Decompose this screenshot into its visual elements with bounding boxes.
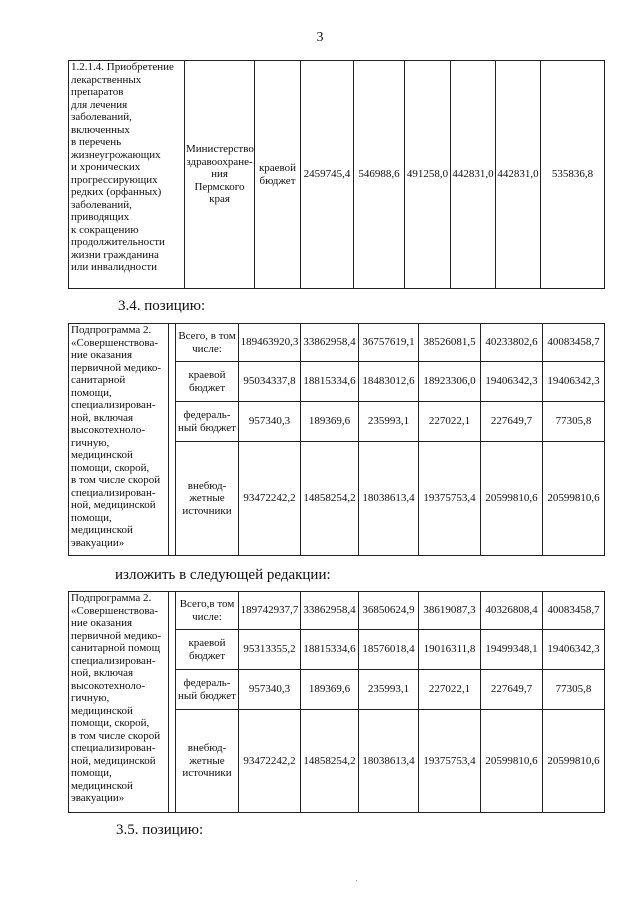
value-cell: 36757619,1: [359, 324, 419, 362]
value-cell: 189463920,3: [239, 324, 301, 362]
value-cell: 33862958,4: [301, 324, 359, 362]
page-number: 3: [316, 30, 324, 45]
value-cell: 19406342,3: [481, 362, 543, 402]
value-cell: 40326808,4: [481, 592, 543, 630]
value-cell: 95313355,2: [239, 630, 301, 670]
value-cell: 95034337,8: [239, 362, 301, 402]
value-cell: 20599810,6: [481, 710, 543, 813]
source-cell: краевой бюджет: [255, 61, 301, 289]
value-cell: 546988,6: [354, 61, 405, 289]
value-cell: 14858254,2: [301, 710, 359, 813]
value-cell: 227022,1: [419, 670, 481, 710]
value-cell: 18923306,0: [419, 362, 481, 402]
value-cell: 19406342,3: [543, 362, 605, 402]
value-cell: 227022,1: [419, 402, 481, 442]
value-cell: 19406342,3: [543, 630, 605, 670]
measure-name: 1.2.1.4. Приобретение лекарственных препаратов для лечения заболеваний, включенных в перечень жизнеугрожающих и хронических прогрессирующих редких (орфанных) заболеваний, приводящих к сокращению продолжительности жизни гражданина или инвалидности: [69, 61, 185, 289]
value-cell: 2459745,4: [301, 61, 354, 289]
value-cell: 957340,3: [239, 402, 301, 442]
value-cell: 491258,0: [405, 61, 451, 289]
value-cell: 18815334,6: [301, 630, 359, 670]
value-cell: 36850624,9: [359, 592, 419, 630]
value-cell: 189369,6: [301, 402, 359, 442]
value-cell: 235993,1: [359, 670, 419, 710]
value-cell: 40233802,6: [481, 324, 543, 362]
row-label: Всего, в том числе:: [176, 324, 239, 362]
value-cell: 20599810,6: [543, 442, 605, 556]
value-cell: 38526081,5: [419, 324, 481, 362]
value-cell: 189369,6: [301, 670, 359, 710]
value-cell: 189742937,7: [239, 592, 301, 630]
value-cell: 93472242,2: [239, 710, 301, 813]
value-cell: 442831,0: [496, 61, 541, 289]
value-cell: 77305,8: [543, 402, 605, 442]
heading-3-4: 3.4. позицию:: [118, 298, 206, 314]
heading-edit: изложить в следующей редакции:: [115, 567, 331, 583]
value-cell: 18038613,4: [359, 710, 419, 813]
value-cell: 227649,7: [481, 670, 543, 710]
table-subprogram-2-new: [68, 591, 605, 813]
value-cell: 19016311,8: [419, 630, 481, 670]
value-cell: 40083458,7: [543, 592, 605, 630]
table-1-4: [68, 60, 605, 289]
value-cell: 18815334,6: [301, 362, 359, 402]
value-cell: 40083458,7: [543, 324, 605, 362]
empty-column: [169, 592, 176, 813]
value-cell: 19375753,4: [419, 710, 481, 813]
value-cell: 227649,7: [481, 402, 543, 442]
heading-3-5: 3.5. позицию:: [116, 822, 204, 838]
value-cell: 33862958,4: [301, 592, 359, 630]
row-label: федераль-ный бюджет: [176, 402, 239, 442]
value-cell: 235993,1: [359, 402, 419, 442]
value-cell: 442831,0: [451, 61, 496, 289]
value-cell: 20599810,6: [543, 710, 605, 813]
row-label: Всего,в том числе:: [176, 592, 239, 630]
value-cell: 38619087,3: [419, 592, 481, 630]
row-label: федераль-ный бюджет: [176, 670, 239, 710]
scan-speck: [356, 880, 357, 881]
value-cell: 93472242,2: [239, 442, 301, 556]
value-cell: 535836,8: [541, 61, 605, 289]
row-label: краевой бюджет: [176, 630, 239, 670]
value-cell: 19375753,4: [419, 442, 481, 556]
row-label: внебюд-жетные источники: [176, 710, 239, 813]
value-cell: 18576018,4: [359, 630, 419, 670]
table-subprogram-2-old: [68, 323, 605, 556]
subprogram-name: Подпрограмма 2. «Совершенствова- ние оказания первичной медико- санитарной помощи, специализирован- ной, включая высокотехноло- гичную, медицинской помощи, скорой, в том числе скорой специализирован- ной, медицинской помощи, медицинской эвакуации»: [69, 324, 169, 556]
value-cell: 20599810,6: [481, 442, 543, 556]
value-cell: 18038613,4: [359, 442, 419, 556]
value-cell: 14858254,2: [301, 442, 359, 556]
value-cell: 77305,8: [543, 670, 605, 710]
subprogram-name: Подпрограмма 2. «Совершенствова- ние оказания первичной медико- санитарной помощ специализирован- ной, включая высокотехноло- гичную, медицинской помощи, скорой, в том числе скорой специализирован- ной, медицинской помощи, медицинской эвакуации»: [69, 592, 169, 813]
value-cell: 18483012,6: [359, 362, 419, 402]
value-cell: 957340,3: [239, 670, 301, 710]
row-label: краевой бюджет: [176, 362, 239, 402]
empty-column: [169, 324, 176, 556]
value-cell: 19499348,1: [481, 630, 543, 670]
row-label: внебюд-жетные источники: [176, 442, 239, 556]
executor-cell: Министерство здравоохране-ния Пермского края: [185, 61, 255, 289]
